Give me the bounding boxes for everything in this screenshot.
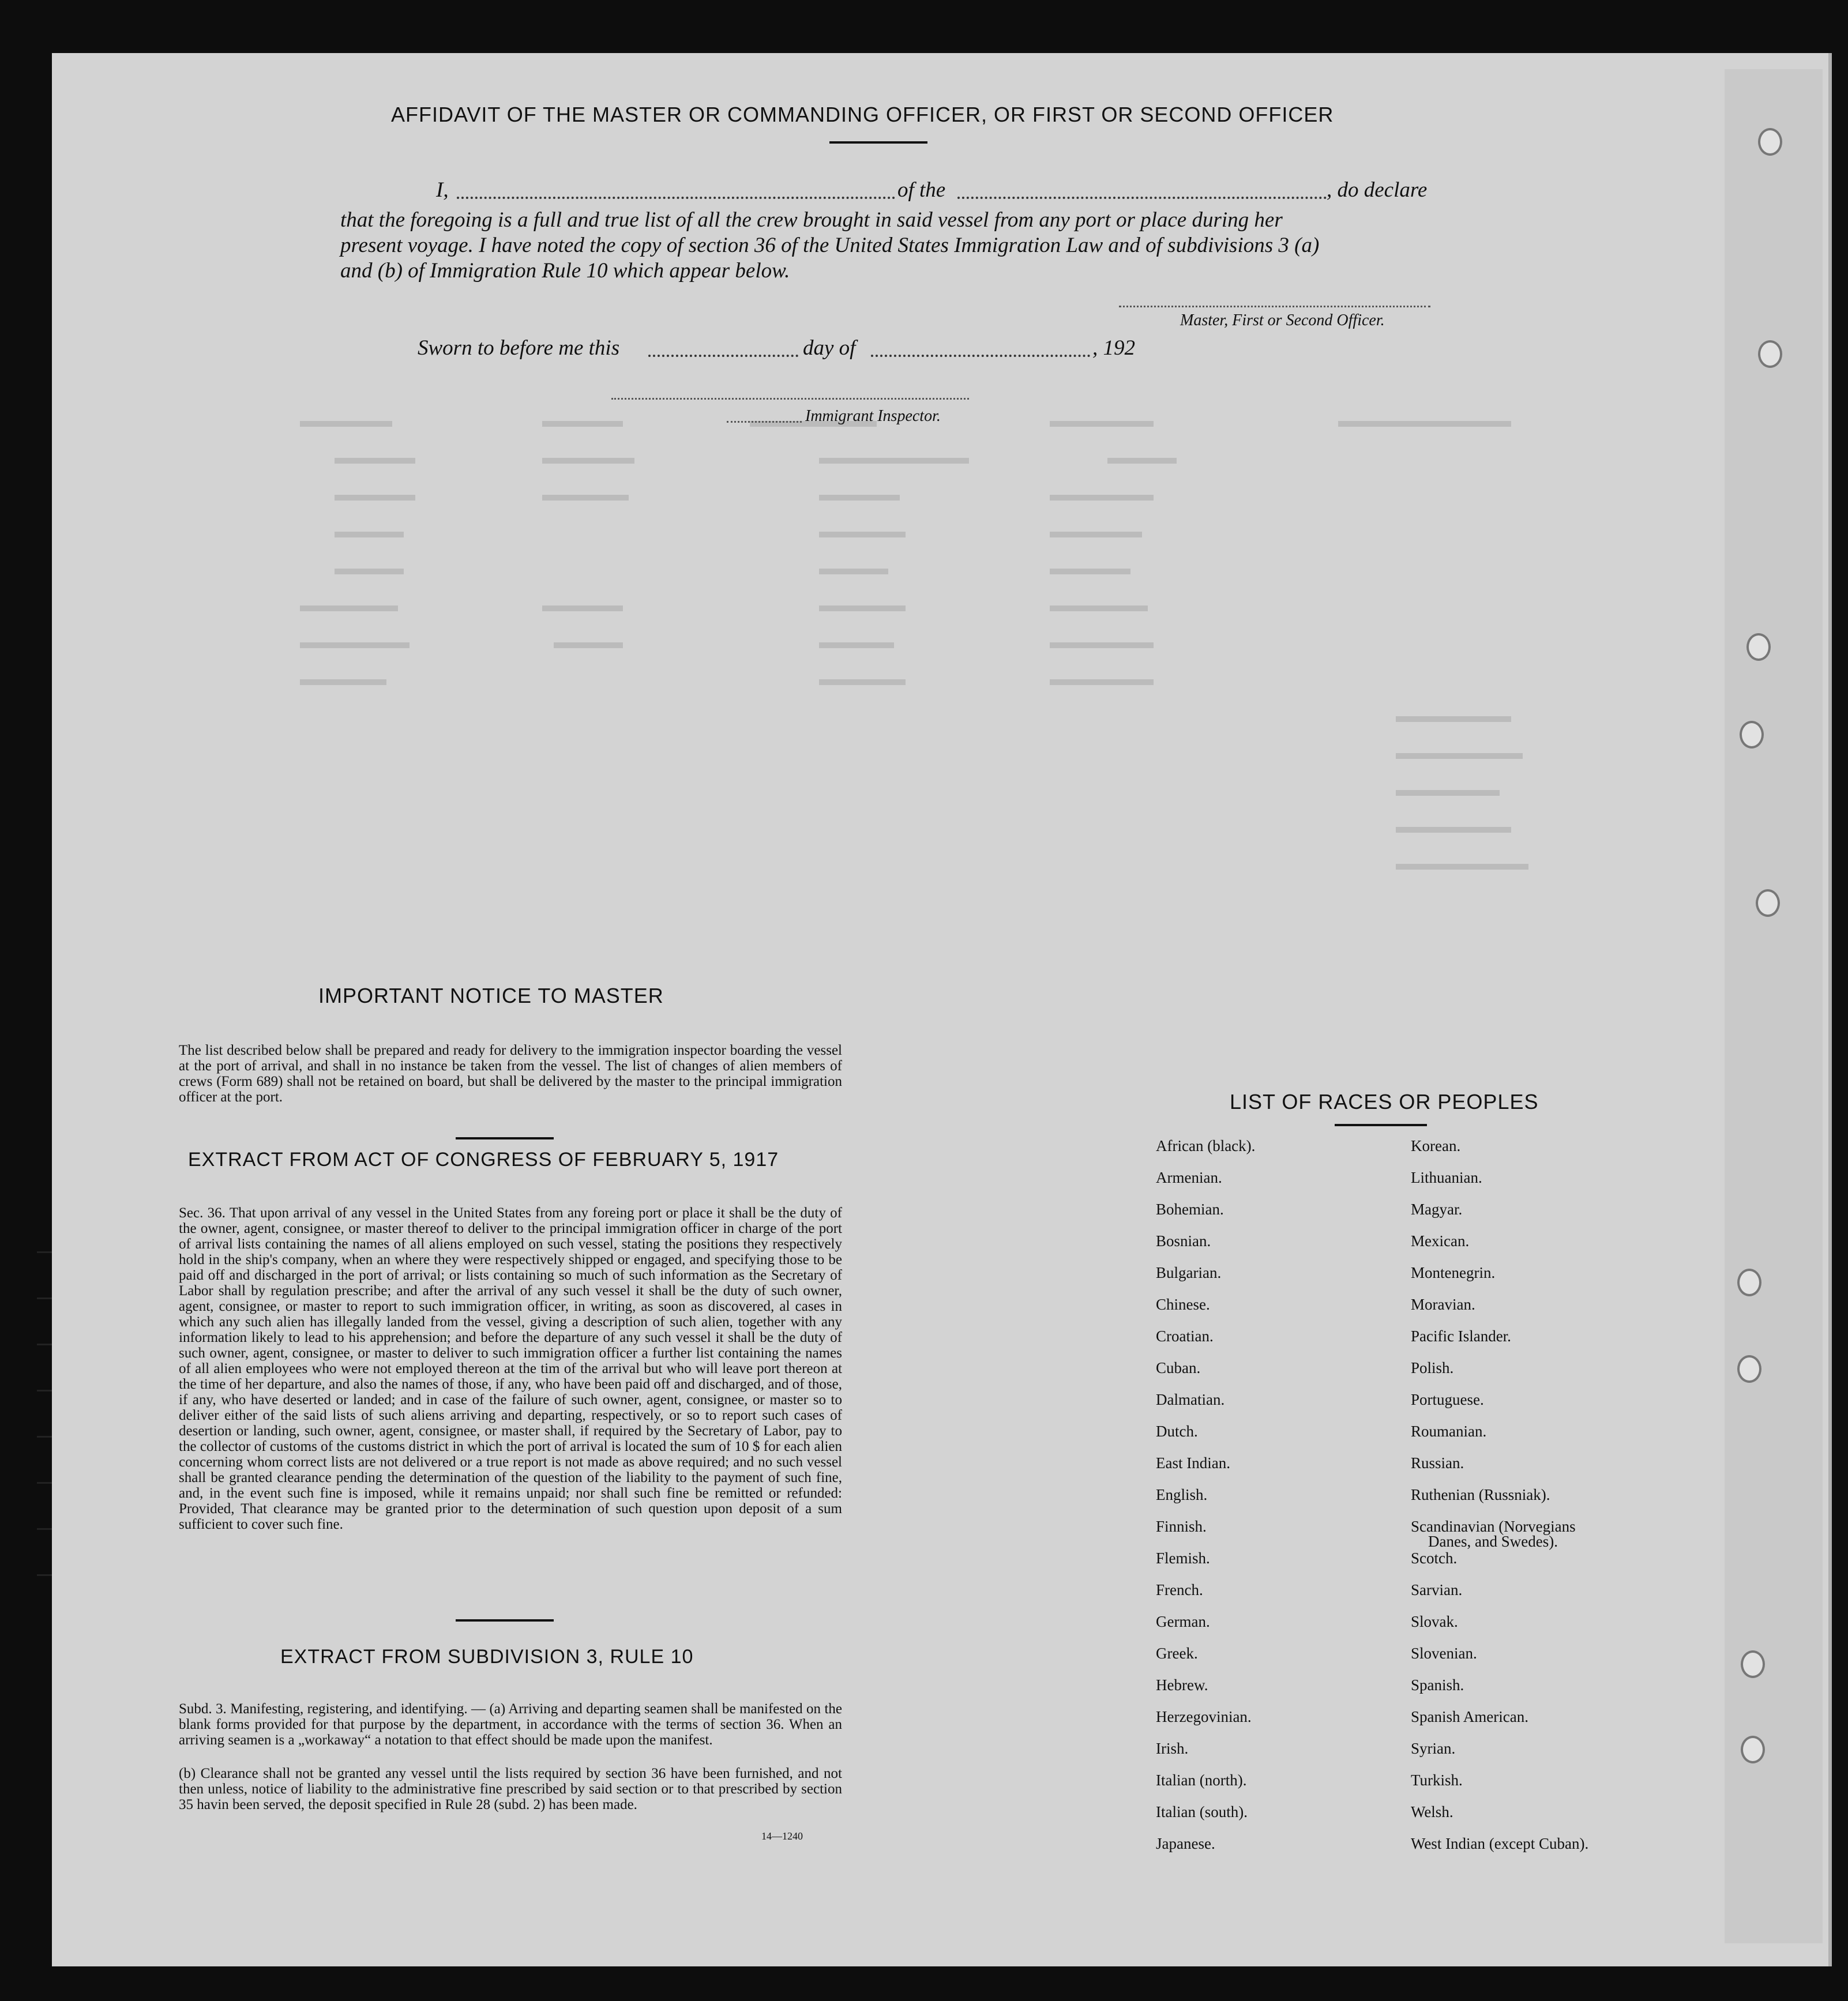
inspector-caption: Immigrant Inspector. [805, 407, 941, 425]
bleed-row [300, 435, 1696, 472]
section-rule [456, 1137, 554, 1139]
race-item: Ruthenian (Russniak). [1411, 1486, 1550, 1503]
race-item: Dutch. [1156, 1423, 1198, 1440]
form-number: 14—1240 [761, 1830, 803, 1842]
affidavit-title: AFFIDAVIT OF THE MASTER OR COMMANDING OFFICER, OR FIRST OR SECOND OFFICER [391, 103, 1334, 126]
race-item: Japanese. [1156, 1835, 1215, 1852]
race-item: Spanish American. [1411, 1708, 1528, 1725]
notice-body: The list described below shall be prepared and ready for delivery to the immigration inspector boarding the vessel at the port of arrival, and shall in no instance be taken from the vessel. The list of changes of alien members of crews (Form 689) shall not be retained on board, but shall be delivered by the master to the principal immigration officer at the port. [179, 1043, 842, 1105]
bleed-row [300, 398, 1696, 435]
race-item: Italian (south). [1156, 1803, 1248, 1821]
race-item: Slovak. [1411, 1613, 1458, 1630]
race-item: Scandinavian (Norvegians [1411, 1518, 1576, 1535]
race-item: Syrian. [1411, 1740, 1456, 1757]
race-item: Bosnian. [1156, 1232, 1211, 1250]
sworn-text: Sworn to before me this [418, 336, 620, 360]
race-item: Magyar. [1411, 1201, 1463, 1218]
binder-hole [1737, 1269, 1761, 1296]
races-title-rule [1335, 1124, 1427, 1126]
race-item: Italian (north). [1156, 1771, 1247, 1789]
year-label: , 192 [1092, 336, 1135, 360]
race-item: West Indian (except Cuban). [1411, 1835, 1589, 1852]
edge-tick [37, 1251, 52, 1253]
rule-extract-body-a: Subd. 3. Manifesting, registering, and identifying. — (a) Arriving and departing seamen shall be manifested on the blank forms provided for that purpose by the department, in accordance with the terms of section 36. When an arriving seamen is a „workaway“ a notation to that effect should be made upon the manifest. [179, 1701, 842, 1748]
edge-tick [37, 1482, 52, 1484]
race-item: Slovenian. [1411, 1645, 1477, 1662]
race-item: Pacific Islander. [1411, 1327, 1511, 1345]
races-right-column [1411, 1137, 1688, 1870]
race-item: East Indian. [1156, 1454, 1230, 1472]
race-item: African (black). [1156, 1137, 1256, 1154]
signature-caption: Master, First or Second Officer. [1180, 311, 1385, 329]
rule-extract-title: EXTRACT FROM SUBDIVISION 3, RULE 10 [280, 1646, 694, 1668]
race-item: Montenegrin. [1411, 1264, 1496, 1281]
act-extract-body: Sec. 36. That upon arrival of any vessel in the United States from any foreing port or place it shall be the duty of the owner, agent, consignee, or master thereof to deliver to the principal immigration officer in charge of the port of arrival lists containing the names of all aliens employed on such vessel, stating the positions they respectively hold in the ship's company, when an where they were respectively shipped or engaged, and specifying those to be paid off and discharged in the port of arrival; or lists containing so much of such information as the Secretary of Labor shall by regulation prescribe; and after the arrival of any such vessel it shall be the duty of such owner, agent, consignee, or master to report to such immigration officer, in writing, as soon as discovered, al cases in which any such alien has illegally landed from the vessel, giving a description of such alien, together with any information likely to lead to his apprehension; and before the departure of any such vessel it shall be the duty of such owner, agent, consignee, or master to deliver to such immigration officer a further list containing the names of all alien employees who were not employed thereon at the tim of the arrival but who will leave port thereon at the time of her departure, and also the names of those, if any, who have been paid off and discharged, and of those, if any, who have deserted or landed; and in case of the failure of such owner, agent, consignee, or master so to deliver either of the said lists of such aliens arriving and departing, respectively, or so to report such cases of desertion or landing, such owner, agent, consignee, or master shall, if required by the Secretary of Labor, pay to the collector of customs of the customs district in which the port of arrival is located the sum of 10 $ for each alien concerning whom correct lists are not delivered or a true report is not made as above required; and no such vessel shall be granted clearance pending the determination of the question of the liability to the payment of such fine, and, in the event such fine is imposed, while it remains unpaid; nor shall such fine be remitted or refunded: Provided, That clearance may be granted prior to the determination of such question upon deposit of a sum sufficient to cover such fine. [179, 1205, 842, 1532]
affidavit-of-the: of the [897, 178, 946, 202]
race-item: Spanish. [1411, 1676, 1464, 1694]
bleed-row [300, 546, 1696, 582]
affidavit-line-2: that the foregoing is a full and true list of all the crew brought in said vessel from any port or place during her [340, 208, 1283, 232]
race-item: Roumanian. [1411, 1423, 1487, 1440]
edge-tick [37, 1390, 52, 1391]
bleed-row [300, 472, 1696, 509]
bleed-row [300, 619, 1696, 656]
inspector-signature-line [611, 398, 969, 400]
notice-title: IMPORTANT NOTICE TO MASTER [318, 984, 664, 1007]
race-item: Lithuanian. [1411, 1169, 1482, 1186]
bleed-row [300, 656, 1696, 693]
binder-hole [1756, 889, 1780, 917]
race-item: Danes, and Swedes). [1428, 1533, 1558, 1550]
bleed-row [300, 767, 1696, 804]
bleed-row [300, 804, 1696, 841]
bleed-row [300, 693, 1696, 730]
bleed-row [300, 730, 1696, 767]
affidavit-line-4: and (b) of Immigration Rule 10 which appear below. [340, 259, 790, 283]
race-item: Armenian. [1156, 1169, 1222, 1186]
rule-extract-body-b: (b) Clearance shall not be granted any vessel until the lists required by section 36 have been furnished, and not then unless, notice of liability to the administrative fine prescribed by said section or to that prescribed by section 35 havin been served, the deposit specified in Rule 28 (subd. 2) has been made. [179, 1766, 842, 1812]
edge-tick [37, 1344, 52, 1345]
race-item: Chinese. [1156, 1296, 1210, 1313]
race-item: German. [1156, 1613, 1210, 1630]
race-item: Sarvian. [1411, 1581, 1463, 1598]
race-item: Croatian. [1156, 1327, 1214, 1345]
race-item: Turkish. [1411, 1771, 1463, 1789]
race-item: French. [1156, 1581, 1203, 1598]
binder-hole [1737, 1355, 1761, 1383]
name-blank [457, 197, 895, 199]
binder-hole [1741, 1736, 1765, 1763]
edge-tick [37, 1528, 52, 1530]
race-item: Bohemian. [1156, 1201, 1224, 1218]
title-rule [829, 141, 927, 144]
binder-hole [1758, 128, 1782, 156]
bleed-row [300, 509, 1696, 546]
edge-tick [37, 1297, 52, 1299]
inspector-dots [727, 421, 802, 423]
affidavit-i-label: I, [436, 178, 449, 202]
binder-hole [1741, 1650, 1765, 1678]
affidavit-line-3: present voyage. I have noted the copy of section 36 of the United States Immigration Law and of subdivisions 3 (a) [340, 234, 1320, 257]
race-item: Hebrew. [1156, 1676, 1208, 1694]
edge-tick [37, 1436, 52, 1438]
race-item: Scotch. [1411, 1549, 1458, 1567]
race-item: Greek. [1156, 1645, 1198, 1662]
edge-tick [37, 1574, 52, 1576]
race-item: Bulgarian. [1156, 1264, 1222, 1281]
bleed-row [300, 582, 1696, 619]
race-item: Portuguese. [1411, 1391, 1484, 1408]
race-item: Herzegovinian. [1156, 1708, 1252, 1725]
race-item: Finnish. [1156, 1518, 1207, 1535]
binder-hole [1740, 721, 1764, 749]
binder-hole [1758, 340, 1782, 368]
vessel-blank [957, 197, 1327, 199]
race-item: English. [1156, 1486, 1208, 1503]
race-item: Moravian. [1411, 1296, 1475, 1313]
sworn-day-blank [648, 355, 798, 357]
race-item: Mexican. [1411, 1232, 1470, 1250]
race-item: Welsh. [1411, 1803, 1453, 1821]
race-item: Korean. [1411, 1137, 1461, 1154]
sworn-month-blank [871, 355, 1090, 357]
act-extract-title: EXTRACT FROM ACT OF CONGRESS OF FEBRUARY 5, 1917 [188, 1149, 779, 1171]
affidavit-do-declare: , do declare [1327, 178, 1428, 202]
section-rule [456, 1619, 554, 1622]
bleed-row [300, 841, 1696, 878]
race-item: Flemish. [1156, 1549, 1210, 1567]
race-item: Polish. [1411, 1359, 1454, 1376]
races-left-column [1156, 1137, 1387, 1870]
race-item: Irish. [1156, 1740, 1189, 1757]
race-item: Dalmatian. [1156, 1391, 1225, 1408]
race-item: Russian. [1411, 1454, 1464, 1472]
day-of-label: day of [803, 336, 856, 360]
races-title: LIST OF RACES OR PEOPLES [1230, 1090, 1539, 1114]
binder-hole [1746, 633, 1771, 661]
race-item: Cuban. [1156, 1359, 1201, 1376]
signature-line [1119, 306, 1430, 307]
bleed-through-rows [300, 398, 1696, 878]
